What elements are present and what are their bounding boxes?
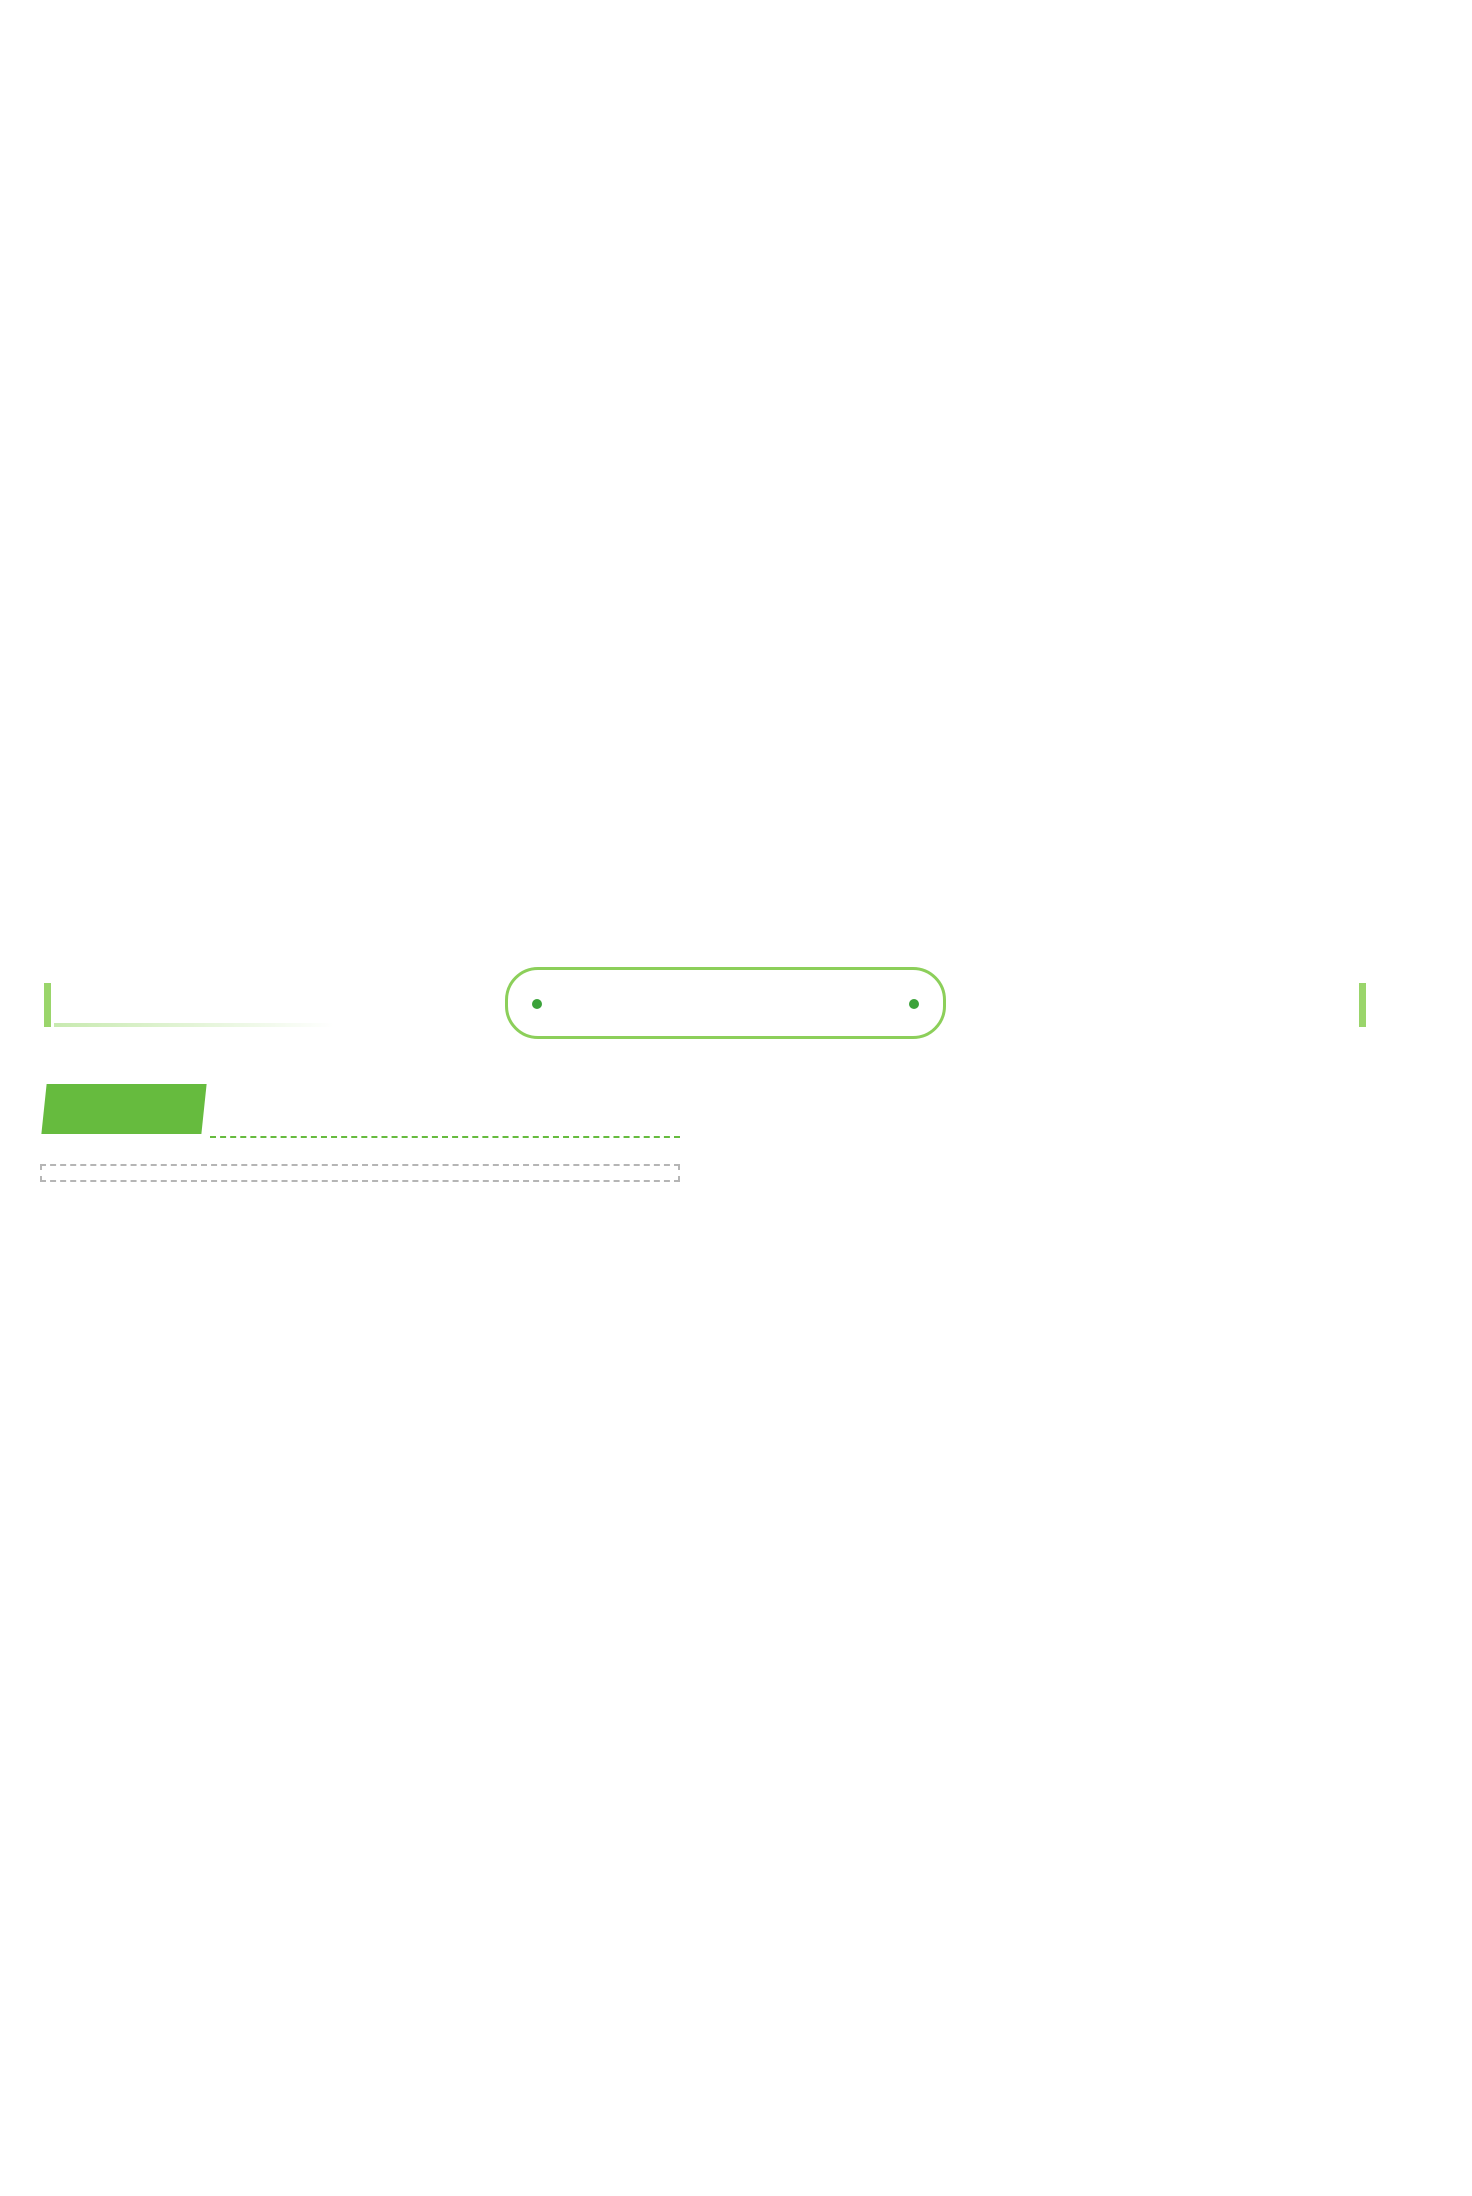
banner-left-bar	[44, 983, 51, 1027]
banner-dot-left	[532, 999, 542, 1009]
kaodian-badge	[41, 1084, 206, 1134]
banner-right-bar	[1359, 983, 1366, 1027]
banner-dot-right	[909, 999, 919, 1009]
left-column	[40, 1082, 680, 1188]
banner-pill	[505, 967, 946, 1039]
kaodian-header	[40, 1082, 680, 1142]
kaodian-underline	[210, 1136, 680, 1138]
section-banner	[40, 965, 1370, 1045]
banner-left-line	[54, 1023, 334, 1027]
requirement-box	[40, 1164, 680, 1182]
